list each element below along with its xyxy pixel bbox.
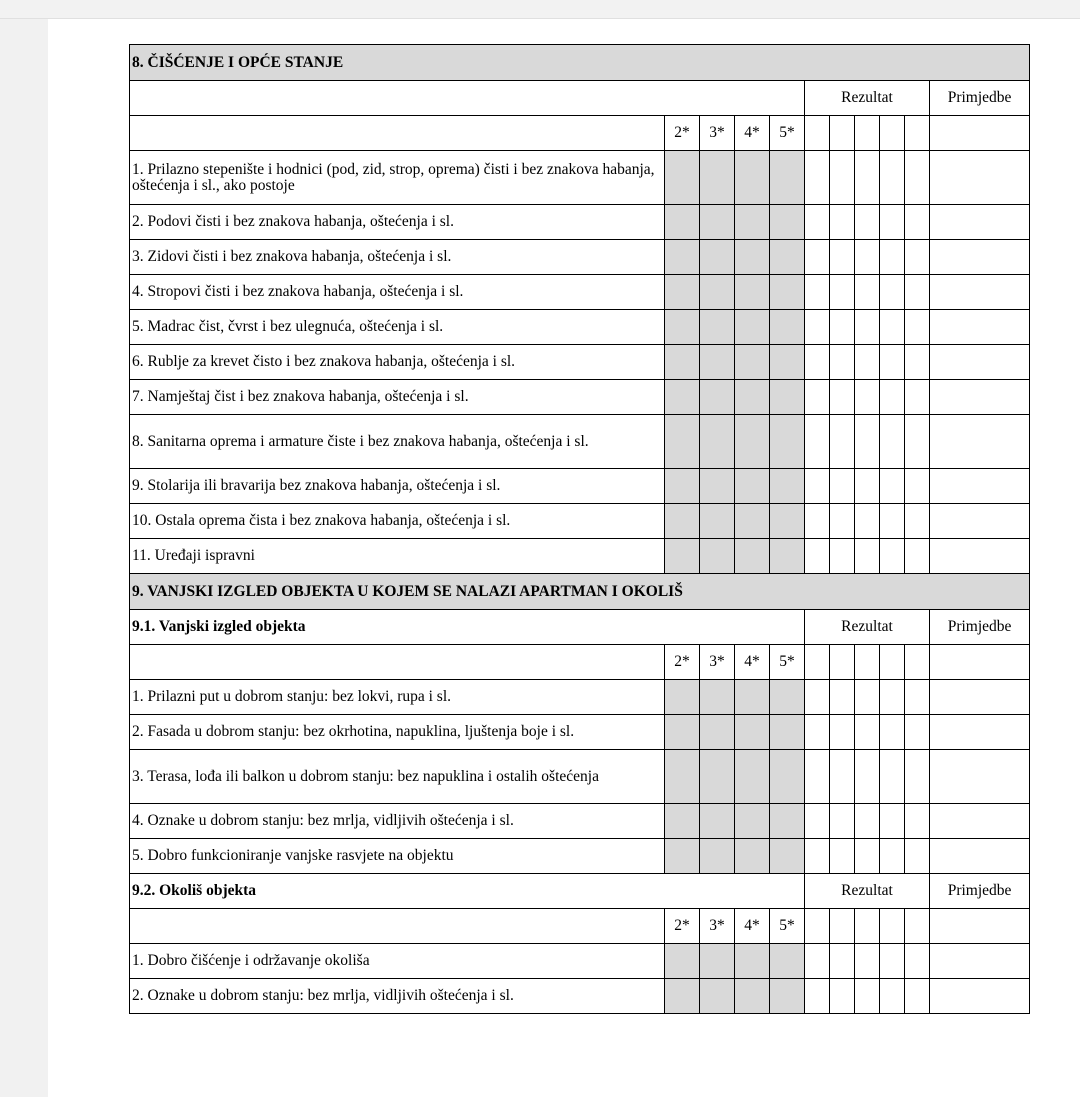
result-cell[interactable]: [805, 909, 830, 944]
result-cell[interactable]: [880, 240, 905, 275]
table-row: [130, 715, 1030, 750]
star-cell-shaded: [700, 380, 735, 415]
remarks-cell[interactable]: [930, 804, 1030, 839]
result-cell[interactable]: [805, 345, 830, 380]
remarks-cell[interactable]: [930, 839, 1030, 874]
star-cell-shaded: [735, 804, 770, 839]
star-5-header: 5*: [770, 116, 805, 151]
result-cell[interactable]: [905, 909, 930, 944]
result-cell[interactable]: [805, 645, 830, 680]
table-row: [130, 310, 1030, 345]
result-cell[interactable]: [905, 539, 930, 574]
result-cell[interactable]: [855, 116, 880, 151]
result-cell[interactable]: [855, 240, 880, 275]
result-cell[interactable]: [830, 715, 855, 750]
criterion-label: 5. Madrac čist, čvrst i bez ulegnuća, oštećenja i sl.: [130, 310, 665, 345]
result-cell[interactable]: [855, 151, 880, 205]
result-cell[interactable]: [830, 839, 855, 874]
table-row: [130, 240, 1030, 275]
result-cell[interactable]: [880, 645, 905, 680]
star-cell-shaded: [700, 345, 735, 380]
star-cell-shaded: [700, 469, 735, 504]
result-cell[interactable]: [880, 205, 905, 240]
star-cell-shaded: [665, 979, 700, 1014]
remarks-cell[interactable]: [930, 380, 1030, 415]
result-cell[interactable]: [830, 380, 855, 415]
remarks-cell[interactable]: [930, 310, 1030, 345]
result-cell[interactable]: [830, 909, 855, 944]
result-cell[interactable]: [805, 944, 830, 979]
star-cell-shaded: [665, 539, 700, 574]
star-cell-shaded: [770, 240, 805, 275]
star-cell-shaded: [735, 151, 770, 205]
result-cell[interactable]: [855, 310, 880, 345]
viewer-top-bar: [0, 0, 1080, 19]
result-cell[interactable]: [905, 275, 930, 310]
result-cell[interactable]: [805, 469, 830, 504]
star-cell-shaded: [665, 469, 700, 504]
result-cell[interactable]: [880, 504, 905, 539]
result-cell[interactable]: [905, 645, 930, 680]
result-cell[interactable]: [880, 116, 905, 151]
result-cell[interactable]: [830, 116, 855, 151]
result-cell[interactable]: [905, 151, 930, 205]
star-cell-shaded: [665, 240, 700, 275]
star-cell-shaded: [700, 944, 735, 979]
remarks-cell[interactable]: [930, 944, 1030, 979]
result-cell[interactable]: [805, 539, 830, 574]
star-row-blank: [130, 645, 665, 680]
star-cell-shaded: [770, 680, 805, 715]
table-row: [130, 539, 1030, 574]
star-cell-shaded: [735, 839, 770, 874]
star-cell-shaded: [665, 944, 700, 979]
star-cell-shaded: [735, 205, 770, 240]
criterion-label: 5. Dobro funkcioniranje vanjske rasvjete na objektu: [130, 839, 665, 874]
result-cell[interactable]: [855, 345, 880, 380]
star-cell-shaded: [735, 715, 770, 750]
result-cell[interactable]: [905, 310, 930, 345]
result-cell[interactable]: [855, 469, 880, 504]
primjedbe-header: Primjedbe: [930, 874, 1030, 909]
remarks-cell[interactable]: [930, 979, 1030, 1014]
table-row: [130, 380, 1030, 415]
star-cell-shaded: [700, 715, 735, 750]
star-cell-shaded: [665, 715, 700, 750]
result-cell[interactable]: [855, 645, 880, 680]
result-cell[interactable]: [805, 750, 830, 804]
result-cell[interactable]: [905, 979, 930, 1014]
result-cell[interactable]: [830, 310, 855, 345]
star-cell-shaded: [735, 275, 770, 310]
star-row-blank: [130, 116, 665, 151]
remarks-cell[interactable]: [930, 275, 1030, 310]
result-cell[interactable]: [905, 504, 930, 539]
result-cell[interactable]: [880, 275, 905, 310]
remarks-cell[interactable]: [930, 345, 1030, 380]
result-cell[interactable]: [830, 205, 855, 240]
table-row: [130, 804, 1030, 839]
table-row: [130, 944, 1030, 979]
section-9-title: 9. VANJSKI IZGLED OBJEKTA U KOJEM SE NALAZI APARTMAN I OKOLIŠ: [130, 574, 1030, 610]
star-cell-shaded: [770, 944, 805, 979]
table-row: [130, 504, 1030, 539]
table-row: [130, 469, 1030, 504]
result-cell[interactable]: [905, 715, 930, 750]
star-cell-shaded: [770, 415, 805, 469]
star-cell-shaded: [700, 240, 735, 275]
star-row-blank: [130, 909, 665, 944]
rezultat-header: Rezultat: [805, 874, 930, 909]
star-cell-shaded: [700, 839, 735, 874]
result-cell[interactable]: [880, 715, 905, 750]
star-cell-shaded: [735, 750, 770, 804]
remarks-cell[interactable]: [930, 680, 1030, 715]
star-5-header: 5*: [770, 645, 805, 680]
star-cell-shaded: [770, 804, 805, 839]
result-cell[interactable]: [880, 909, 905, 944]
remarks-cell[interactable]: [930, 504, 1030, 539]
star-cell-shaded: [735, 979, 770, 1014]
criterion-label: 2. Oznake u dobrom stanju: bez mrlja, vidljivih oštećenja i sl.: [130, 979, 665, 1014]
star-cell-shaded: [700, 415, 735, 469]
star-cell-shaded: [735, 504, 770, 539]
subsection-9-1-title: 9.1. Vanjski izgled objekta: [130, 610, 805, 645]
remarks-cell[interactable]: [930, 240, 1030, 275]
star-2-header: 2*: [665, 116, 700, 151]
result-cell[interactable]: [805, 839, 830, 874]
result-cell[interactable]: [880, 979, 905, 1014]
star-cell-shaded: [700, 804, 735, 839]
criterion-label: 2. Podovi čisti i bez znakova habanja, oštećenja i sl.: [130, 205, 665, 240]
remarks-cell[interactable]: [930, 645, 1030, 680]
result-cell[interactable]: [880, 310, 905, 345]
criterion-label: 1. Prilazni put u dobrom stanju: bez lokvi, rupa i sl.: [130, 680, 665, 715]
result-cell[interactable]: [880, 804, 905, 839]
result-cell[interactable]: [805, 979, 830, 1014]
star-cell-shaded: [735, 345, 770, 380]
result-cell[interactable]: [830, 275, 855, 310]
star-5-header: 5*: [770, 909, 805, 944]
result-cell[interactable]: [805, 240, 830, 275]
star-2-header: 2*: [665, 909, 700, 944]
checklist-table: [129, 44, 1030, 1014]
result-cell[interactable]: [905, 469, 930, 504]
remarks-cell[interactable]: [930, 909, 1030, 944]
star-cell-shaded: [665, 839, 700, 874]
star-4-header: 4*: [735, 909, 770, 944]
criterion-label: 8. Sanitarna oprema i armature čiste i bez znakova habanja, oštećenja i sl.: [130, 415, 665, 469]
header-blank: [130, 81, 805, 116]
result-cell[interactable]: [880, 345, 905, 380]
result-cell[interactable]: [855, 275, 880, 310]
star-cell-shaded: [700, 275, 735, 310]
criterion-label: 10. Ostala oprema čista i bez znakova habanja, oštećenja i sl.: [130, 504, 665, 539]
star-cell-shaded: [770, 345, 805, 380]
star-cell-shaded: [770, 469, 805, 504]
star-cell-shaded: [735, 240, 770, 275]
result-cell[interactable]: [805, 415, 830, 469]
star-cell-shaded: [770, 979, 805, 1014]
star-cell-shaded: [735, 469, 770, 504]
result-cell[interactable]: [855, 804, 880, 839]
result-cell[interactable]: [855, 539, 880, 574]
star-cell-shaded: [735, 944, 770, 979]
result-cell[interactable]: [880, 944, 905, 979]
result-cell[interactable]: [905, 205, 930, 240]
star-cell-shaded: [700, 310, 735, 345]
result-cell[interactable]: [855, 504, 880, 539]
result-cell[interactable]: [905, 804, 930, 839]
result-cell[interactable]: [830, 804, 855, 839]
result-cell[interactable]: [830, 345, 855, 380]
result-cell[interactable]: [805, 680, 830, 715]
remarks-cell[interactable]: [930, 539, 1030, 574]
viewer-left-margin: [0, 19, 48, 1097]
star-cell-shaded: [735, 380, 770, 415]
star-cell-shaded: [665, 415, 700, 469]
result-cell[interactable]: [830, 504, 855, 539]
result-cell[interactable]: [805, 504, 830, 539]
star-cell-shaded: [700, 979, 735, 1014]
remarks-cell[interactable]: [930, 151, 1030, 205]
result-cell[interactable]: [830, 979, 855, 1014]
result-cell[interactable]: [905, 116, 930, 151]
result-cell[interactable]: [880, 151, 905, 205]
result-cell[interactable]: [830, 680, 855, 715]
result-cell[interactable]: [880, 469, 905, 504]
result-cell[interactable]: [805, 380, 830, 415]
table-row: [130, 680, 1030, 715]
star-cell-shaded: [665, 504, 700, 539]
remarks-cell[interactable]: [930, 469, 1030, 504]
result-cell[interactable]: [905, 839, 930, 874]
star-cell-shaded: [770, 715, 805, 750]
result-cell[interactable]: [855, 979, 880, 1014]
star-cell-shaded: [770, 539, 805, 574]
criterion-label: 6. Rublje za krevet čisto i bez znakova habanja, oštećenja i sl.: [130, 345, 665, 380]
result-cell[interactable]: [855, 680, 880, 715]
star-cell-shaded: [735, 680, 770, 715]
table-row: [130, 205, 1030, 240]
result-cell[interactable]: [830, 645, 855, 680]
result-cell[interactable]: [805, 310, 830, 345]
star-cell-shaded: [770, 310, 805, 345]
result-cell[interactable]: [830, 415, 855, 469]
star-cell-shaded: [735, 415, 770, 469]
table-row: [130, 151, 1030, 205]
result-cell[interactable]: [905, 750, 930, 804]
star-cell-shaded: [770, 504, 805, 539]
criterion-label: 3. Zidovi čisti i bez znakova habanja, oštećenja i sl.: [130, 240, 665, 275]
star-cell-shaded: [665, 380, 700, 415]
star-cell-shaded: [665, 750, 700, 804]
star-cell-shaded: [735, 310, 770, 345]
criterion-label: 11. Uređaji ispravni: [130, 539, 665, 574]
result-cell[interactable]: [880, 415, 905, 469]
result-cell[interactable]: [805, 804, 830, 839]
remarks-cell[interactable]: [930, 750, 1030, 804]
star-cell-shaded: [665, 345, 700, 380]
result-cell[interactable]: [830, 944, 855, 979]
result-cell[interactable]: [880, 680, 905, 715]
star-3-header: 3*: [700, 909, 735, 944]
result-cell[interactable]: [880, 839, 905, 874]
table-row: [130, 839, 1030, 874]
star-cell-shaded: [700, 539, 735, 574]
star-cell-shaded: [770, 275, 805, 310]
star-cell-shaded: [665, 310, 700, 345]
primjedbe-header: Primjedbe: [930, 610, 1030, 645]
star-cell-shaded: [665, 205, 700, 240]
result-cell[interactable]: [805, 205, 830, 240]
result-cell[interactable]: [805, 715, 830, 750]
table-row: [130, 750, 1030, 804]
document-page: [48, 19, 1080, 1097]
criterion-label: 1. Prilazno stepenište i hodnici (pod, zid, strop, oprema) čisti i bez znakova habanja, oštećenja i sl., ako postoje: [130, 151, 665, 205]
star-cell-shaded: [770, 380, 805, 415]
star-3-header: 3*: [700, 645, 735, 680]
star-3-header: 3*: [700, 116, 735, 151]
star-cell-shaded: [700, 750, 735, 804]
remarks-cell[interactable]: [930, 116, 1030, 151]
result-cell[interactable]: [880, 750, 905, 804]
result-cell[interactable]: [855, 750, 880, 804]
result-cell[interactable]: [830, 539, 855, 574]
star-cell-shaded: [770, 750, 805, 804]
star-cell-shaded: [665, 151, 700, 205]
result-cell[interactable]: [905, 345, 930, 380]
criterion-label: 4. Oznake u dobrom stanju: bez mrlja, vidljivih oštećenja i sl.: [130, 804, 665, 839]
star-cell-shaded: [700, 680, 735, 715]
criterion-label: 7. Namještaj čist i bez znakova habanja, oštećenja i sl.: [130, 380, 665, 415]
result-cell[interactable]: [830, 240, 855, 275]
table-row: [130, 345, 1030, 380]
result-cell[interactable]: [855, 715, 880, 750]
result-cell[interactable]: [855, 909, 880, 944]
star-cell-shaded: [770, 839, 805, 874]
result-cell[interactable]: [830, 469, 855, 504]
table-row: [130, 979, 1030, 1014]
section-8-title: 8. ČIŠĆENJE I OPĆE STANJE: [130, 45, 1030, 81]
star-4-header: 4*: [735, 116, 770, 151]
rezultat-header: Rezultat: [805, 81, 930, 116]
result-cell[interactable]: [830, 750, 855, 804]
table-row: [130, 275, 1030, 310]
remarks-cell[interactable]: [930, 205, 1030, 240]
subsection-9-2-title: 9.2. Okoliš objekta: [130, 874, 805, 909]
result-cell[interactable]: [880, 539, 905, 574]
table-row: [130, 415, 1030, 469]
star-cell-shaded: [700, 151, 735, 205]
result-cell[interactable]: [855, 205, 880, 240]
result-cell[interactable]: [905, 944, 930, 979]
star-4-header: 4*: [735, 645, 770, 680]
star-2-header: 2*: [665, 645, 700, 680]
rezultat-header: Rezultat: [805, 610, 930, 645]
result-cell[interactable]: [855, 415, 880, 469]
primjedbe-header: Primjedbe: [930, 81, 1030, 116]
criterion-label: 1. Dobro čišćenje i održavanje okoliša: [130, 944, 665, 979]
result-cell[interactable]: [805, 116, 830, 151]
star-cell-shaded: [735, 539, 770, 574]
result-cell[interactable]: [855, 944, 880, 979]
star-cell-shaded: [700, 205, 735, 240]
remarks-cell[interactable]: [930, 715, 1030, 750]
star-cell-shaded: [770, 151, 805, 205]
result-cell[interactable]: [855, 380, 880, 415]
remarks-cell[interactable]: [930, 415, 1030, 469]
result-cell[interactable]: [880, 380, 905, 415]
star-cell-shaded: [665, 275, 700, 310]
criterion-label: 4. Stropovi čisti i bez znakova habanja, oštećenja i sl.: [130, 275, 665, 310]
result-cell[interactable]: [830, 151, 855, 205]
result-cell[interactable]: [805, 151, 830, 205]
result-cell[interactable]: [805, 275, 830, 310]
star-cell-shaded: [770, 205, 805, 240]
result-cell[interactable]: [905, 240, 930, 275]
star-cell-shaded: [665, 804, 700, 839]
result-cell[interactable]: [905, 680, 930, 715]
result-cell[interactable]: [905, 380, 930, 415]
result-cell[interactable]: [855, 839, 880, 874]
criterion-label: 9. Stolarija ili bravarija bez znakova habanja, oštećenja i sl.: [130, 469, 665, 504]
star-cell-shaded: [700, 504, 735, 539]
star-cell-shaded: [665, 680, 700, 715]
criterion-label: 2. Fasada u dobrom stanju: bez okrhotina, napuklina, ljuštenja boje i sl.: [130, 715, 665, 750]
criterion-label: 3. Terasa, lođa ili balkon u dobrom stanju: bez napuklina i ostalih oštećenja: [130, 750, 665, 804]
result-cell[interactable]: [905, 415, 930, 469]
